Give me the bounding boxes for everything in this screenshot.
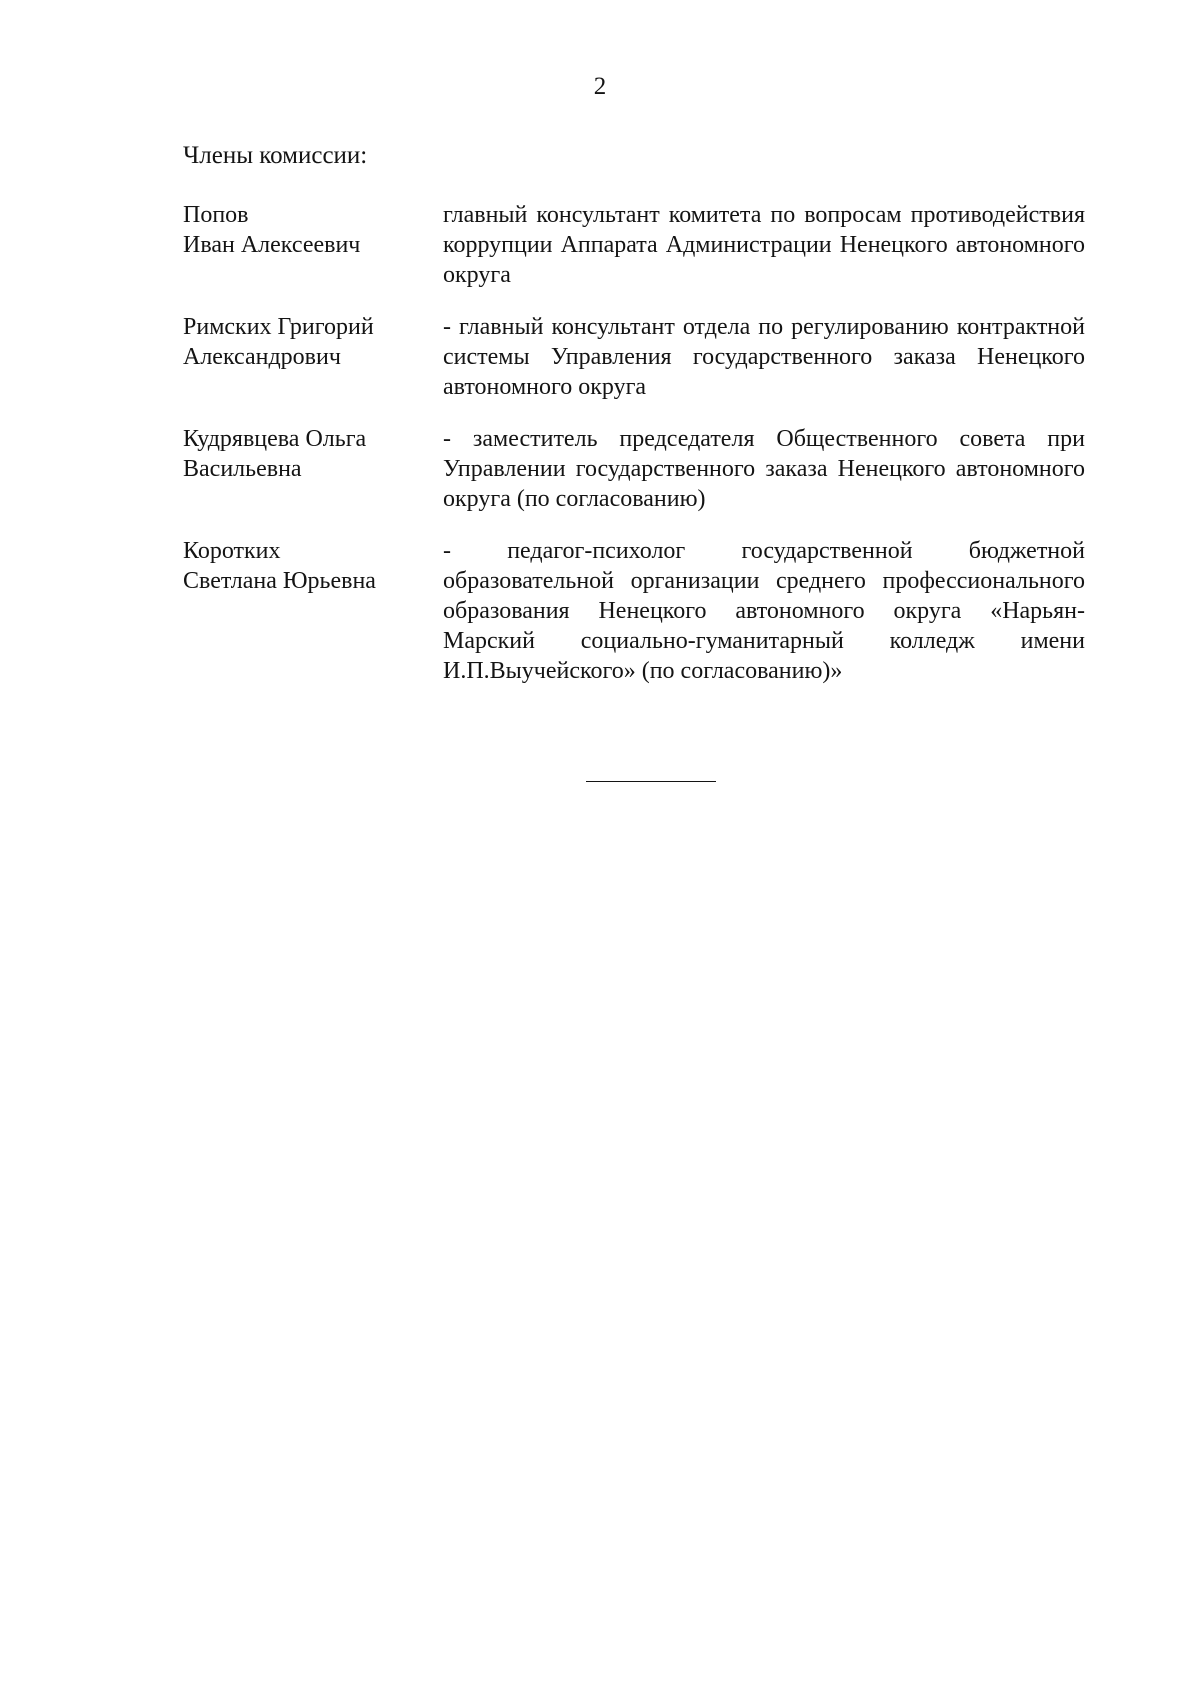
member-name-line: Кудрявцева Ольга (183, 426, 367, 452)
member-name-line: Светлана Юрьевна (183, 568, 376, 594)
member-position: - педагог-психолог государственной бюджетной образовательной организации среднего профессионального образования Ненецкого автономного округа «Нарьян-Марский социально-гуманитарный колледж имени И.П.Выучейского» (по согласованию)» (443, 538, 1085, 684)
member-name-line: Римских Григорий (183, 314, 374, 340)
member-name-line: Коротких (183, 538, 281, 564)
member-name (183, 312, 443, 402)
end-of-document-rule (586, 781, 716, 782)
member-name (183, 536, 443, 686)
member-entry (183, 312, 1085, 402)
member-position: - главный консультант отдела по регулированию контрактной системы Управления государственного заказа Ненецкого автономного округа (443, 314, 1085, 400)
member-entry (183, 536, 1085, 686)
member-name-line: Васильевна (183, 456, 302, 482)
member-name (183, 200, 443, 290)
member-position: - заместитель председателя Общественного совета при Управлении государственного заказа Ненецкого автономного округа (по согласованию) (443, 426, 1085, 512)
member-name-line: Попов (183, 202, 249, 228)
page-number: 2 (593, 73, 607, 100)
members-list (183, 200, 1085, 708)
member-position: главный консультант комитета по вопросам противодействия коррупции Аппарата Администрации Ненецкого автономного округа (443, 202, 1085, 288)
member-entry (183, 200, 1085, 290)
section-heading: Члены комиссии: (183, 142, 368, 169)
member-name-line: Иван Алексеевич (183, 232, 361, 258)
member-name (183, 424, 443, 514)
member-name-line: Александрович (183, 344, 341, 370)
member-entry (183, 424, 1085, 514)
